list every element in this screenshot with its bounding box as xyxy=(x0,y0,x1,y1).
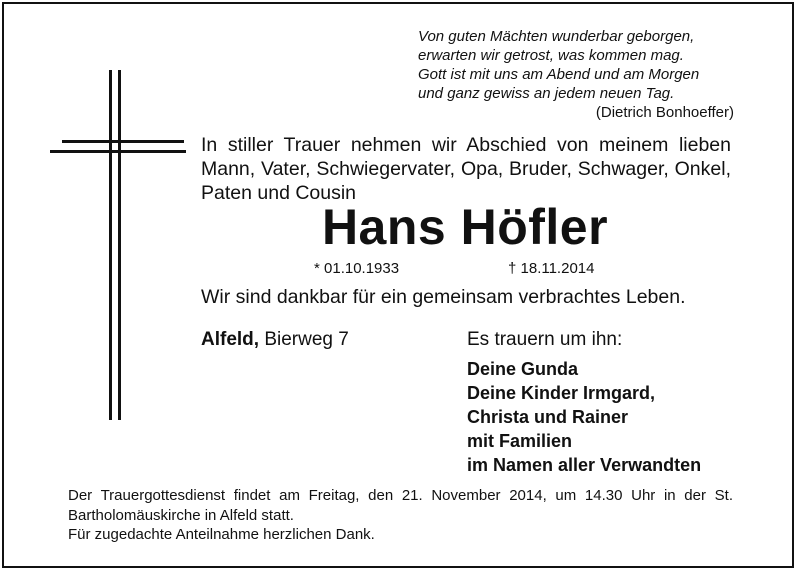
mourners-heading: Es trauern um ihn: xyxy=(467,329,623,350)
mourners-list xyxy=(467,357,701,477)
cross-horizontal-line xyxy=(50,150,186,153)
mourner-line: im Namen aller Verwandten xyxy=(467,455,702,475)
birth-date: * 01.10.1933 xyxy=(314,260,400,277)
quote-line: und ganz gewiss an jedem neuen Tag. xyxy=(418,85,675,102)
mourner-line: Deine Kinder Irmgard, xyxy=(467,383,656,403)
address xyxy=(201,329,349,351)
mourner-line: Deine Gunda xyxy=(467,359,579,379)
intro-text: In stiller Trauer nehmen wir Abschied von meinem lieben Mann, Vater, Schwiegervater, Opa, Bruder, Schwager, Onkel, Paten und Cousin xyxy=(201,134,731,204)
cross-vertical-line xyxy=(118,70,121,420)
quote-line: Gott ist mit uns am Abend und am Morgen xyxy=(418,66,700,83)
deceased-name: Hans Höfler xyxy=(321,199,609,255)
cross-vertical-line xyxy=(109,70,112,420)
cross-horizontal-line xyxy=(62,140,184,143)
quote-attribution: (Dietrich Bonhoeffer) xyxy=(595,104,734,121)
closing-thanks: Für zugedachte Anteilnahme herzlichen Dank. xyxy=(68,526,375,543)
quote-line: erwarten wir getrost, was kommen mag. xyxy=(418,47,684,64)
thanks-line: Wir sind dankbar für ein gemeinsam verbrachtes Leben. xyxy=(201,286,686,308)
bonhoeffer-quote xyxy=(418,27,738,122)
death-date: † 18.11.2014 xyxy=(508,260,595,277)
mourner-line: mit Familien xyxy=(467,431,573,451)
address-street: Bierweg 7 xyxy=(264,329,349,350)
mourner-line: Christa und Rainer xyxy=(467,407,629,427)
quote-line: Von guten Mächten wunderbar geborgen, xyxy=(418,28,695,45)
address-town: Alfeld, xyxy=(201,329,260,350)
service-info: Der Trauergottesdienst findet am Freitag, den 21. November 2014, um 14.30 Uhr in der St. Bartholomäuskirche in Alfeld statt. xyxy=(68,487,733,524)
